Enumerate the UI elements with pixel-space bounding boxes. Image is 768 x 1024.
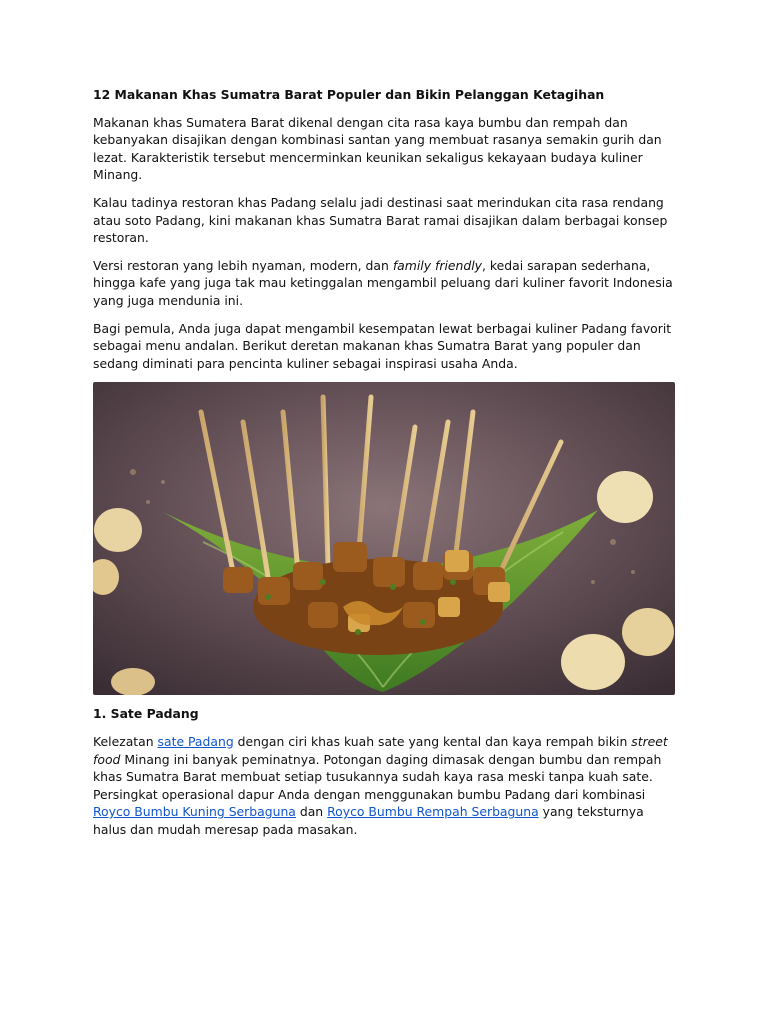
paragraph-sate-padang bbox=[93, 733, 677, 839]
document-body bbox=[93, 86, 677, 848]
paragraph-restaurant-versions bbox=[93, 257, 677, 310]
paragraph-padang-restaurants: Kalau tadinya restoran khas Padang selalu jadi destinasi saat merindukan cita rasa rendang atau soto Padang, kini makanan khas Sumatra Barat ramai disajikan dalam berbagai konsep restoran. bbox=[93, 194, 668, 246]
sate-padang-photo bbox=[93, 382, 675, 695]
section-title-sate-padang: 1. Sate Padang bbox=[93, 706, 199, 722]
link-royco-bumbu-rempah[interactable]: Royco Bumbu Rempah Serbaguna bbox=[327, 804, 539, 820]
paragraph-intro: Makanan khas Sumatera Barat dikenal dengan cita rasa kaya bumbu dan rempah dan kebanyakan disajikan dengan kombinasi santan yang membuat rasanya semakin gurih dan lezat. Karakteristik tersebut mencerminkan keunikan sekaligus kekayaan budaya kuliner Minang. bbox=[93, 114, 662, 183]
paragraph-text: yang teksturnya halus dan mudah meresap pada masakan. bbox=[93, 804, 644, 837]
document-title: 12 Makanan Khas Sumatra Barat Populer dan Bikin Pelanggan Ketagihan bbox=[93, 87, 605, 102]
paragraph-beginners: Bagi pemula, Anda juga dapat mengambil kesempatan lewat berbagai kuliner Padang favorit sebagai menu andalan. Berikut deretan makanan khas Sumatra Barat yang populer dan sedang diminati para pencinta kuliner sebagai inspirasi usaha Anda. bbox=[93, 320, 672, 371]
paragraph-text: Versi restoran yang lebih nyaman, modern, dan bbox=[93, 257, 393, 273]
italic-text: family friendly bbox=[392, 257, 483, 273]
italic-text: street food bbox=[93, 733, 668, 767]
paragraph-text: Minang ini banyak peminatnya. Potongan daging dimasak dengan bumbu dan rempah khas Sumatra Barat membuat setiap tusukannya sudah kaya rasa meski tanpa kuah sate. Persingkat operasional dapur Anda dengan menggunakan bumbu Padang dari kombinasi bbox=[93, 751, 662, 802]
paragraph-text: dengan ciri khas kuah sate yang kental dan kaya rempah bikin bbox=[233, 733, 632, 749]
paragraph-text: , kedai sarapan sederhana, hingga kafe yang juga tak mau ketinggalan mengambil peluang dari kuliner favorit Indonesia yang juga mendunia ini. bbox=[93, 257, 673, 308]
paragraph-text: dan bbox=[295, 804, 328, 820]
link-sate-padang[interactable]: sate Padang bbox=[157, 733, 234, 749]
link-royco-bumbu-kuning[interactable]: Royco Bumbu Kuning Serbaguna bbox=[93, 804, 296, 820]
paragraph-text: Kelezatan bbox=[93, 733, 158, 749]
